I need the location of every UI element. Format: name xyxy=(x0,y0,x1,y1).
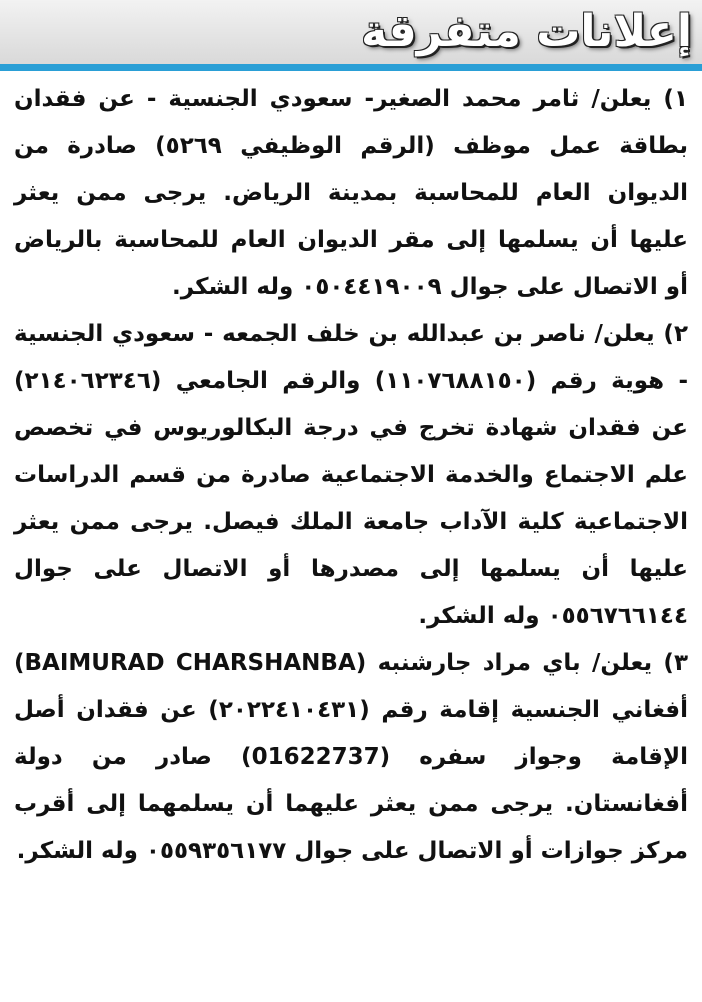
ad-item-2 xyxy=(14,311,688,640)
ad-text: ١) يعلن/ ثامر محمد الصغير- سعودي الجنسية - عن فقدان بطاقة عمل موظف (الرقم الوظيفي ٥٢٦٩) صادرة من الديوان العام للمحاسبة بمدينة الرياض. يرجى ممن يعثر عليها أن يسلمها إلى مقر الديوان العام للمحاسبة بالرياض أو الاتصال على جوال ٠٥٠٤٤١٩٠٠٩ وله الشكر. xyxy=(14,86,688,300)
ad-text: ٣) يعلن/ باي مراد جارشنبه (BAIMURAD CHARSHANBA) أفغاني الجنسية إقامة رقم (٢٠٢٢٤١٠٤٣١) عن فقدان أصل الإقامة وجواز سفره (01622737) صادر من دولة أفغانستان. يرجى ممن يعثر عليهما أن يسلمهما إلى أقرب مركز جوازات أو الاتصال على جوال ٠٥٥٩٣٥٦١٧٧ وله الشكر. xyxy=(14,650,688,864)
section-title: إعلانات متفرقة xyxy=(361,6,692,57)
header-divider xyxy=(0,64,702,71)
section-header xyxy=(0,0,702,64)
ad-item-1 xyxy=(14,76,688,311)
ad-text: ٢) يعلن/ ناصر بن عبدالله بن خلف الجمعه - سعودي الجنسية - هوية رقم (١١٠٧٦٨٨١٥٠) والرقم الجامعي (٢١٤٠٦٢٣٤٦) عن فقدان شهادة تخرج في درجة البكالوريوس في تخصص علم الاجتماع والخدمة الاجتماعية صادرة من قسم الدراسات الاجتماعية كلية الآداب جامعة الملك فيصل. يرجى ممن يعثر عليها أن يسلمها إلى مصدرها أو الاتصال على جوال ٠٥٥٦٧٦٦١٤٤ وله الشكر. xyxy=(14,321,688,629)
ad-item-3 xyxy=(14,640,688,875)
ads-list xyxy=(14,76,688,875)
